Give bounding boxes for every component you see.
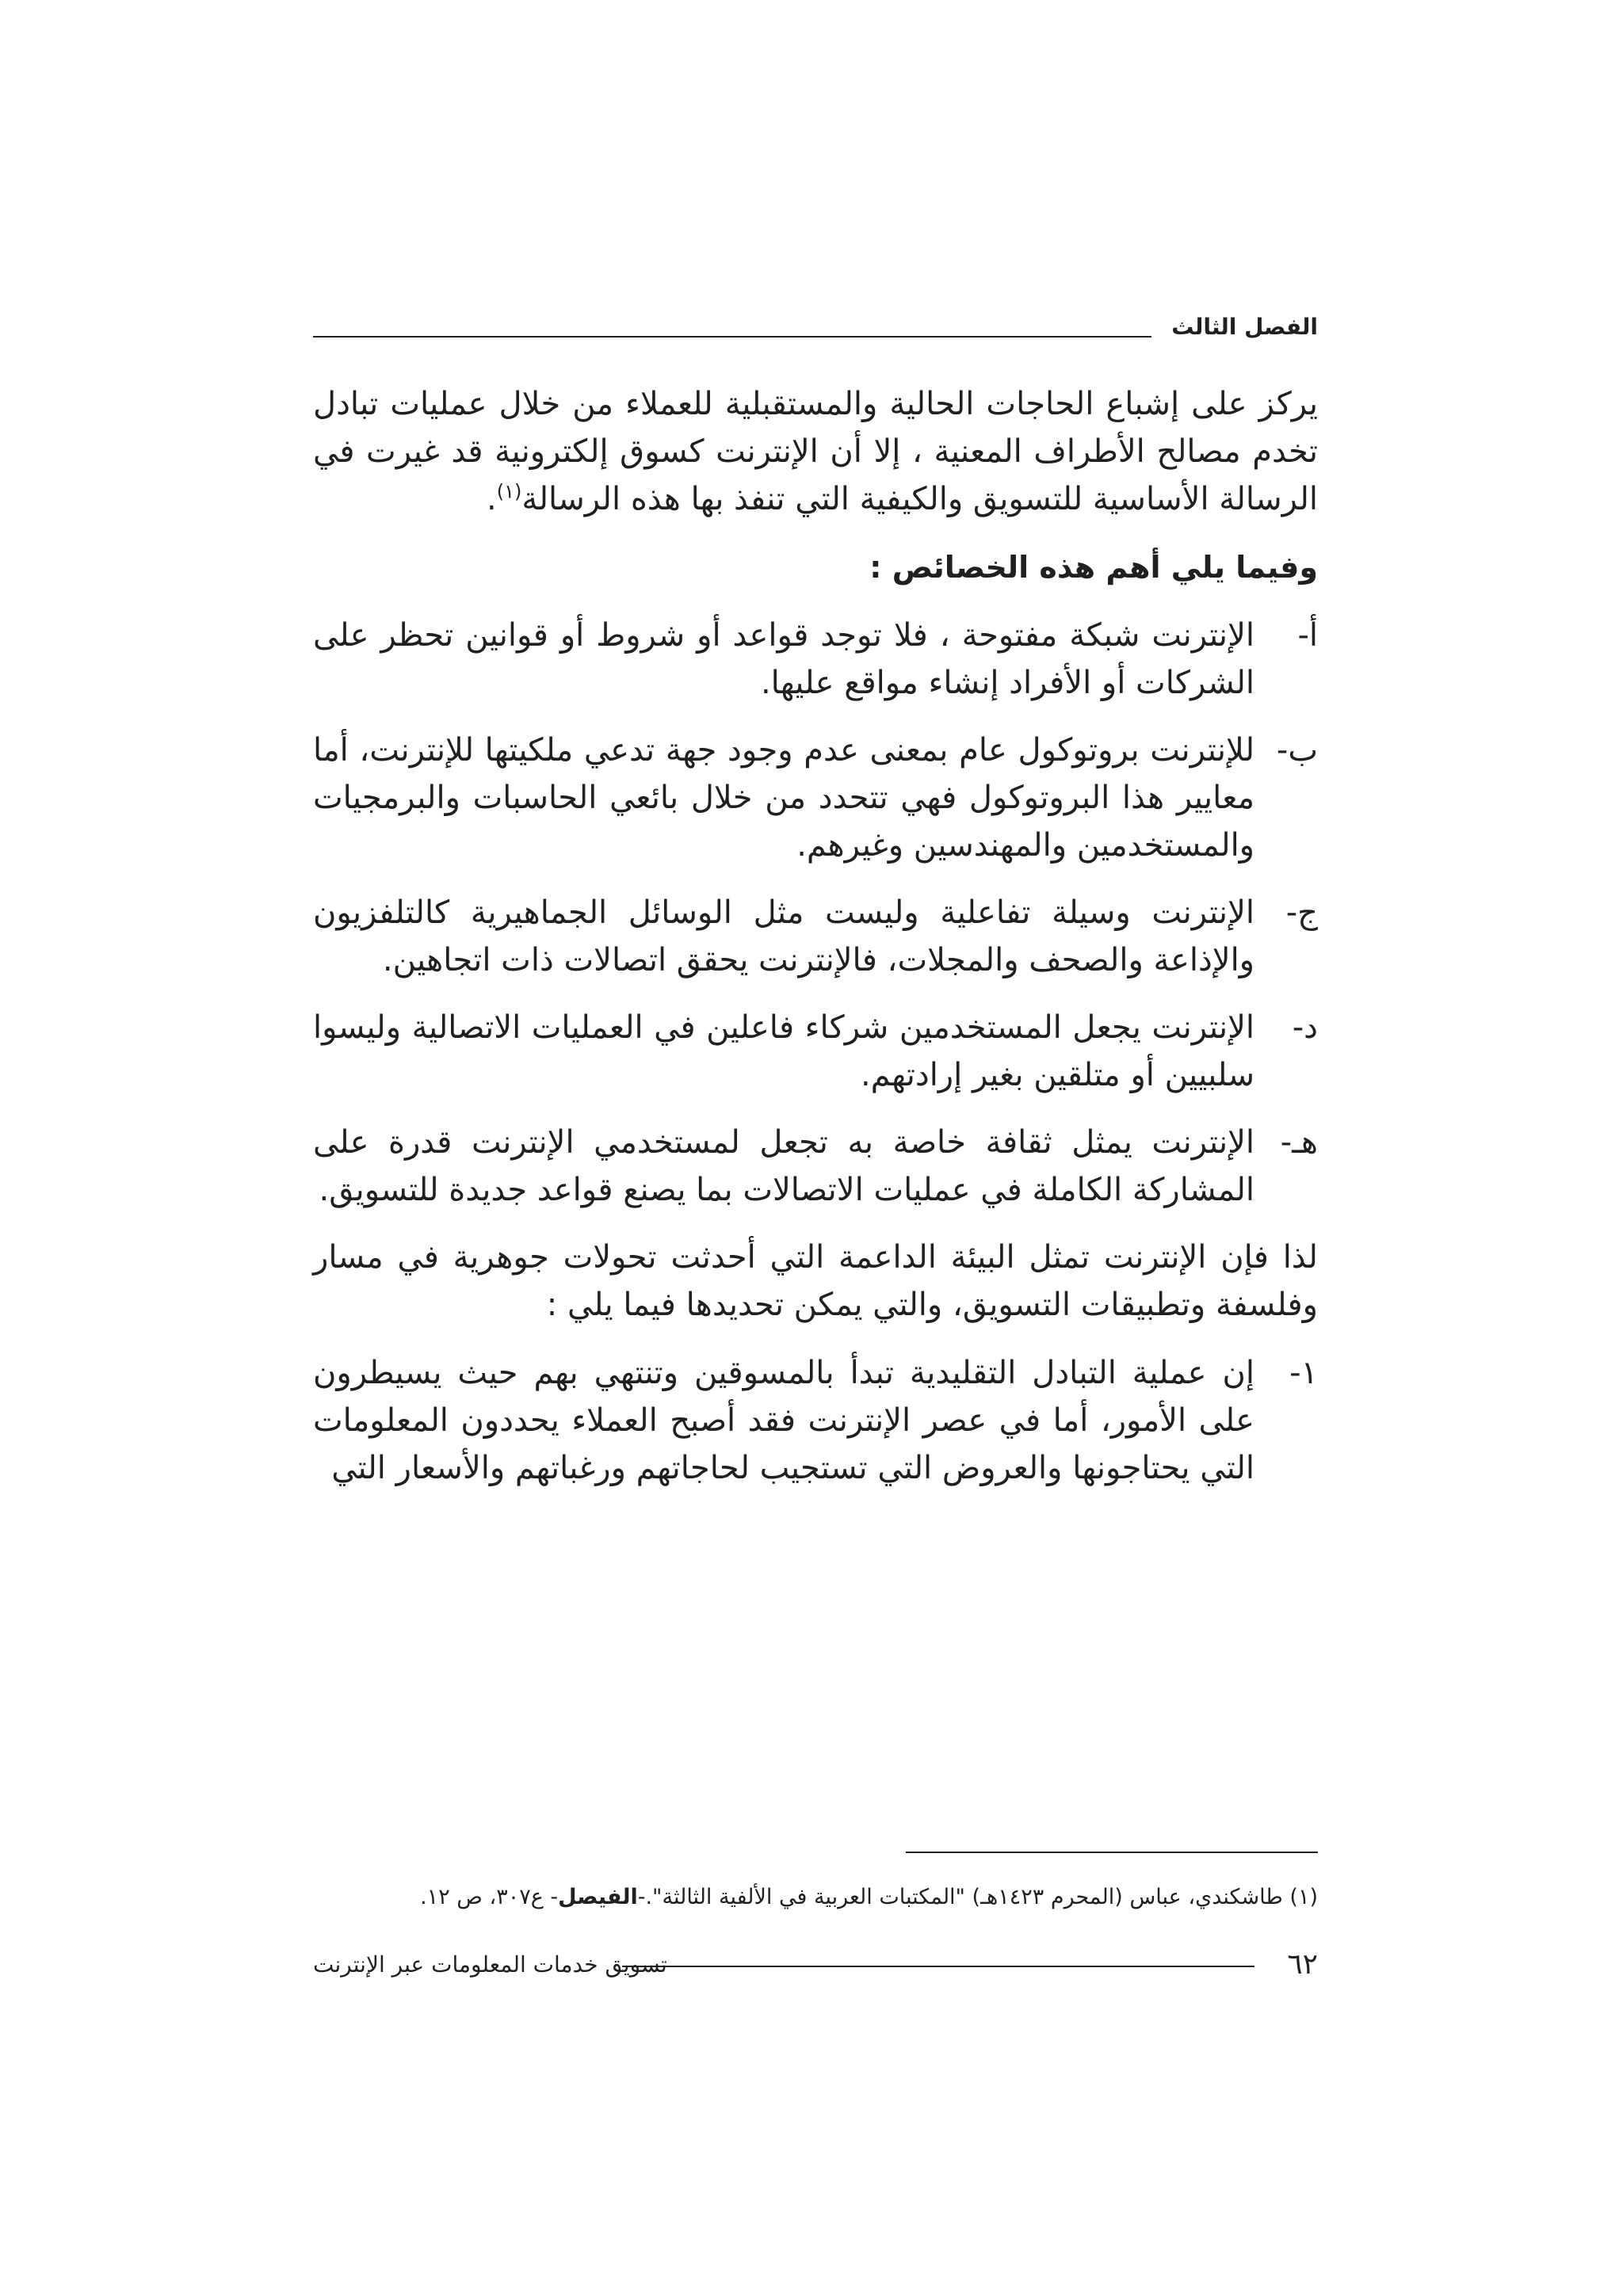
page-footer — [313, 1945, 1318, 1985]
header-rule — [313, 336, 1151, 338]
list-item — [313, 727, 1318, 869]
transformations-list — [313, 1349, 1318, 1492]
intro-text: يركز على إشباع الحاجات الحالية والمستقبلية للعملاء من خلال عمليات تبادل تخدم مصالح الأطراف المعنية ، إلا أن الإنترنت كسوق إلكترونية قد غيرت في الرسالة الأساسية للتسويق والكيفية التي تنفذ بها هذه الرسالة — [313, 386, 1318, 517]
footnote-reference: (١) — [496, 480, 522, 503]
footnote-number: (١) — [1289, 1885, 1318, 1909]
footnote-rule — [906, 1852, 1318, 1853]
footnote-journal: الفيصل — [558, 1885, 638, 1909]
section-subheading: وفيما يلي أهم هذه الخصائص : — [869, 550, 1318, 585]
page-number: ٦٢ — [1287, 1948, 1318, 1981]
main-text — [313, 380, 1318, 1512]
characteristics-list — [313, 612, 1318, 1214]
running-header — [313, 307, 1318, 347]
list-item-text: للإنترنت بروتوكول عام بمعنى عدم وجود جهة تدعي ملكيتها للإنترنت، أما معايير هذا البروتوكول فهي تتحدد من خلال بائعي الحاسبات والبرمجيات والمستخدمين والمهندسين وغيرهم. — [313, 732, 1254, 864]
list-item — [313, 1119, 1318, 1214]
list-marker: أ- — [1297, 617, 1318, 654]
list-item — [313, 1349, 1318, 1492]
summary-paragraph: لذا فإن الإنترنت تمثل البيئة الداعمة التي أحدثت تحولات جوهرية في مسار وفلسفة وتطبيقات التسويق، والتي يمكن تحديدها فيما يلي : — [313, 1239, 1318, 1323]
list-marker: ب- — [1276, 732, 1318, 769]
list-marker: هـ- — [1280, 1124, 1318, 1161]
footer-rule — [622, 1966, 1254, 1967]
intro-paragraph — [313, 380, 1318, 523]
list-marker: ج- — [1285, 894, 1318, 931]
footnote-citation-end: - ع٣٠٧، ص ١٢. — [420, 1885, 559, 1909]
list-marker: ١- — [1289, 1355, 1318, 1391]
list-item-text: الإنترنت يمثل ثقافة خاصة به تجعل لمستخدمي الإنترنت قدرة على المشاركة الكاملة في عمليات الاتصالات بما يصنع قواعد جديدة للتسويق. — [313, 1124, 1254, 1208]
list-item-text: الإنترنت شبكة مفتوحة ، فلا توجد قواعد أو شروط أو قوانين تحظر على الشركات أو الأفراد إنشاء مواقع عليها. — [313, 617, 1254, 701]
list-item-text: الإنترنت يجعل المستخدمين شركاء فاعلين في العمليات الاتصالية وليسوا سلبيين أو متلقين بغير إرادتهم. — [313, 1009, 1254, 1093]
book-title: تسويق خدمات المعلومات عبر الإنترنت — [313, 1951, 667, 1978]
list-item — [313, 612, 1318, 707]
list-item — [313, 889, 1318, 984]
list-item — [313, 1004, 1318, 1099]
footnote-text: طاشكندي، عباس (المحرم ١٤٢٣هـ) "المكتبات العربية في الألفية الثالثة".- — [637, 1885, 1283, 1909]
list-item-text: إن عملية التبادل التقليدية تبدأ بالمسوقين وتنتهي بهم حيث يسيطرون على الأمور، أما في عصر الإنترنت فقد أصبح العملاء يحددون المعلومات التي يحتاجونها والعروض التي تستجيب لحاجاتهم ورغباتهم والأسعار التي — [313, 1355, 1254, 1486]
list-marker: د- — [1292, 1009, 1318, 1046]
intro-end: . — [487, 481, 497, 517]
chapter-title: الفصل الثالث — [1171, 314, 1318, 340]
list-item-text: الإنترنت وسيلة تفاعلية وليست مثل الوسائل الجماهيرية كالتلفزيون والإذاعة والصحف والمجلات، فالإنترنت يحقق اتصالات ذات اتجاهين. — [313, 894, 1254, 978]
footnote — [313, 1882, 1318, 1913]
